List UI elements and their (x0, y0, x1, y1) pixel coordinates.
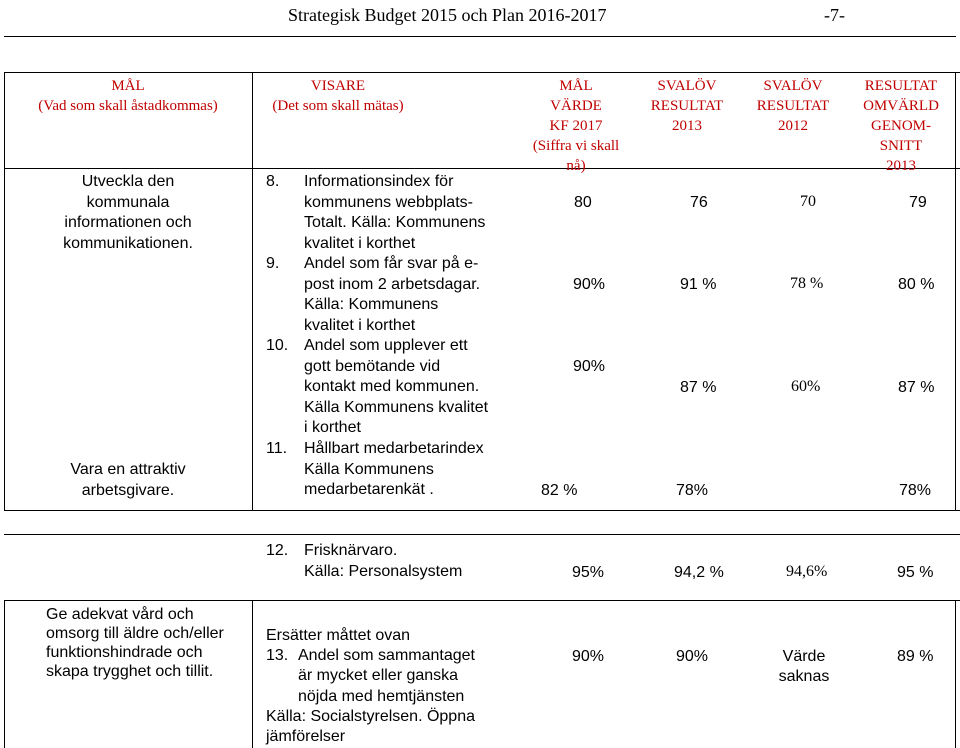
header-svalov-2012: SVALÖV RESULTAT 2012 (756, 78, 830, 134)
value-r9-2012: 78 % (790, 275, 824, 292)
value-r12-target: 95% (572, 564, 605, 581)
document-title: Strategisk Budget 2015 och Plan 2016-2017 (288, 5, 607, 25)
value-r10-omv: 87 % (898, 379, 935, 396)
header-rule (4, 36, 956, 37)
header-omvarld: RESULTAT OMVÄRLD GENOM- SNITT 2013 (863, 78, 939, 174)
value-r9-target: 90% (573, 276, 606, 293)
value-r11-2013: 78% (676, 482, 709, 499)
value-r8-2013: 76 (690, 194, 708, 211)
value-r13-2013: 90% (676, 648, 709, 665)
indicator-9: 9. Andel som får svar på e- post inom 2 arbetsdagar. Källa: Kommunens kvalitet i korthet (266, 255, 481, 334)
value-r12-2012: 94,6% (786, 563, 828, 580)
value-r12-2013: 94,2 % (674, 564, 724, 581)
value-r9-2013: 91 % (680, 276, 717, 293)
header-mal: MÅL (Vad som skall åstadkommas) (38, 78, 218, 114)
page-number: -7- (824, 5, 845, 25)
header-mal-varde: MÅL VÄRDE KF 2017 (Siffra vi skall nå) (532, 78, 620, 174)
header-visare: VISARE (Det som skall mätas) (272, 78, 404, 114)
value-r13-target: 90% (572, 648, 605, 665)
value-r13-2012: Värde saknas (778, 648, 830, 685)
header-svalov-2013: SVALÖV RESULTAT 2013 (650, 78, 724, 134)
indicator-10: 10. Andel som upplever ett gott bemötande vid kontakt med kommunen. Källa Kommunens kvalitet i korthet (266, 337, 489, 437)
value-r10-2013: 87 % (680, 379, 717, 396)
indicator-8: 8. Informationsindex för kommunens webbplats- Totalt. Källa: Kommunens kvalitet i korthet (266, 173, 486, 252)
indicator-11: 11. Hållbart medarbetarindex Källa Kommunens medarbetarenkät . (266, 440, 484, 499)
value-r9-omv: 80 % (898, 276, 935, 293)
goal-information: Utveckla den kommunala informationen och kommunikationen. (63, 173, 193, 252)
value-r12-omv: 95 % (897, 564, 934, 581)
value-r10-target: 90% (573, 358, 606, 375)
value-r8-2012: 70 (800, 193, 816, 210)
indicator-13: Ersätter måttet ovan 13. Andel som sammantaget är mycket eller ganska nöjda med hemtjänsten Källa: Socialstyrelsen. Öppna jämförelser (266, 627, 475, 746)
value-r8-target: 80 (574, 194, 592, 211)
indicator-12: 12. Frisknärvaro. Källa: Personalsystem (266, 542, 463, 580)
value-r13-omv: 89 % (897, 648, 934, 665)
value-r8-omv: 79 (909, 194, 927, 211)
value-r10-2012: 60% (791, 378, 821, 395)
value-r11-omv: 78% (899, 482, 932, 499)
goal-care: Ge adekvat vård och omsorg till äldre och/eller funktionshindrade och skapa trygghet och tillit. (46, 606, 224, 680)
goal-employer: Vara en attraktiv arbetsgivare. (70, 461, 186, 499)
value-r11-target: 82 % (541, 482, 578, 499)
